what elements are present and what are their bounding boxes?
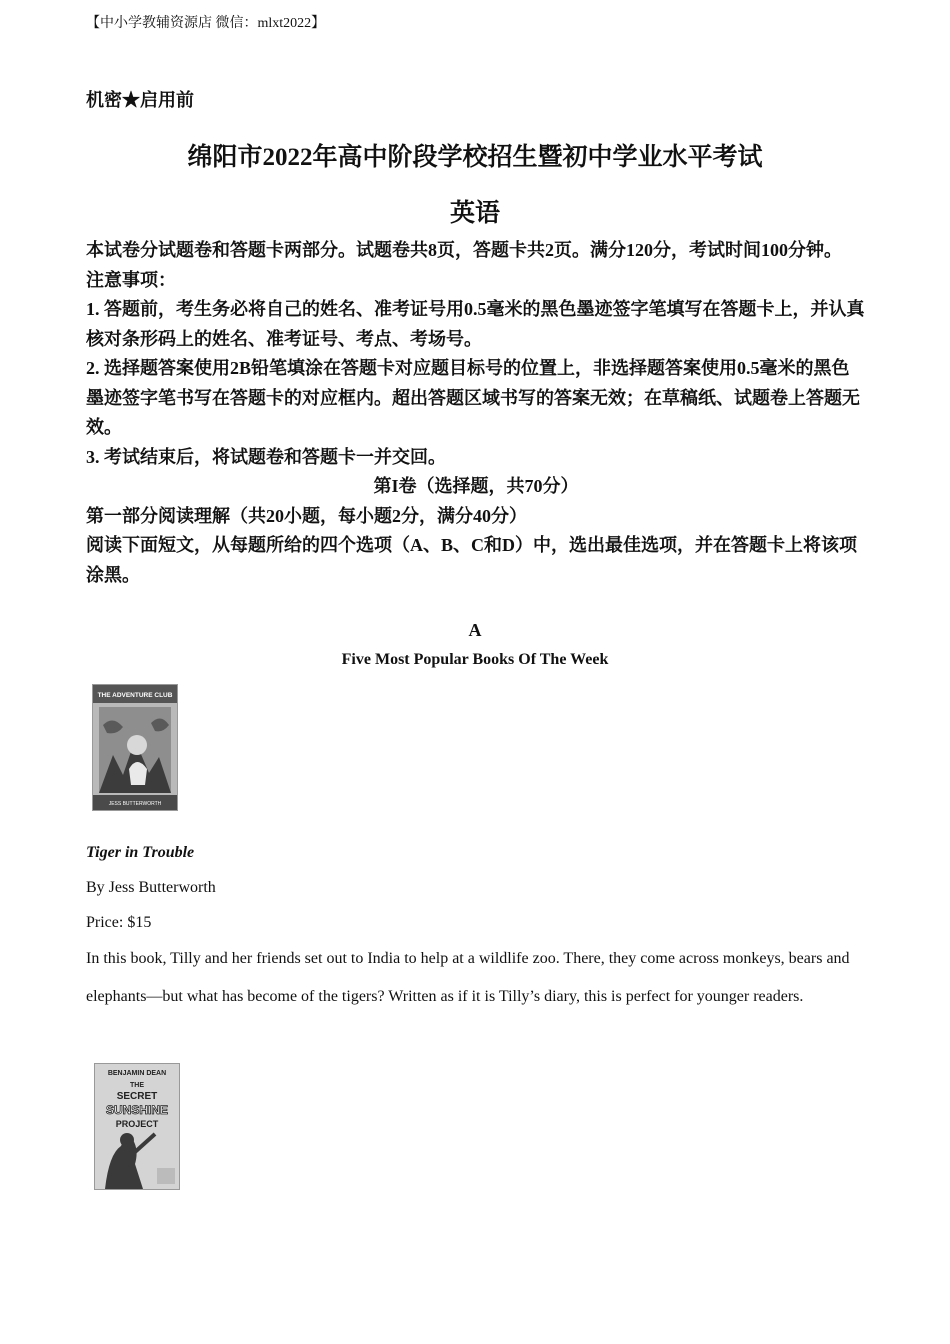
book-cover-1-author: JESS BUTTERWORTH	[108, 801, 162, 807]
exam-subject: 英语	[449, 200, 500, 227]
volume-heading: 第I卷（选择题，共70分）	[373, 476, 579, 496]
notice-item-2: 2. 选择题答案使用2B铅笔填涂在答题卡对应题目标号的位置上，非选择题答案使用0.5毫米的黑色墨迹签字笔书写在答题卡的对应框内。超出答题区域书写的答案无效；在草稿纸、试题卷上答题无效。	[86, 358, 860, 437]
notice-item-3: 3. 考试结束后，将试题卷和答题卡一并交回。	[86, 446, 446, 467]
book-cover-2-title-line-2: SECRET	[116, 1091, 158, 1102]
exam-instructions	[86, 236, 866, 590]
book-cover-tiger-in-trouble	[92, 684, 178, 811]
book-title: Tiger in Trouble	[86, 844, 195, 861]
notice-item-1: 1. 答题前，考生务必将自己的姓名、准考证号用0.5毫米的黑色墨迹签字笔填写在答题卡上，并认真核对条形码上的姓名、准考证号、考点、考场号。	[86, 299, 865, 349]
book-price: Price: $15	[86, 914, 152, 931]
passage-title: Five Most Popular Books Of The Week	[341, 651, 609, 668]
exam-intro: 本试卷分试题卷和答题卡两部分。试题卷共8页，答题卡共2页。满分120分，考试时间100分钟。	[86, 240, 842, 260]
notice-heading: 注意事项：	[86, 269, 176, 290]
book-author: By Jess Butterworth	[86, 879, 216, 896]
exam-title: 绵阳市2022年高中阶段学校招生暨初中学业水平考试	[187, 144, 763, 171]
book-cover-2-title-line-1: THE	[130, 1082, 144, 1089]
passage-letter: A	[468, 620, 482, 640]
book-cover-2-art	[95, 1064, 179, 1189]
book-cover-2-author: BENJAMIN DEAN	[107, 1070, 167, 1077]
book-cover-secret-sunshine-project	[94, 1063, 180, 1190]
book-description: In this book, Tilly and her friends set out to India to help at a wildlife zoo. There, they come across monkeys, bears and elephants—but what has become of the tigers? Written as if it is Tilly’s diary, this is perfect for younger readers.	[86, 950, 850, 1005]
book-cover-1-art	[93, 685, 177, 810]
shop-note: 【中小学教辅资源店 微信：mlxt2022】	[86, 16, 326, 31]
book-cover-1-title: THE ADVENTURE CLUB	[97, 692, 173, 699]
part-instruction: 阅读下面短文，从每题所给的四个选项（A、B、C和D）中，选出最佳选项，并在答题卡上将该项涂黑。	[86, 535, 857, 585]
confidential-label: 机密★启用前	[86, 90, 194, 110]
book-cover-2-title-line-3: SUNSHINE	[105, 1103, 169, 1117]
book-cover-2-title-line-4: PROJECT	[115, 1119, 159, 1129]
part-heading: 第一部分阅读理解（共20小题，每小题2分，满分40分）	[86, 505, 527, 526]
